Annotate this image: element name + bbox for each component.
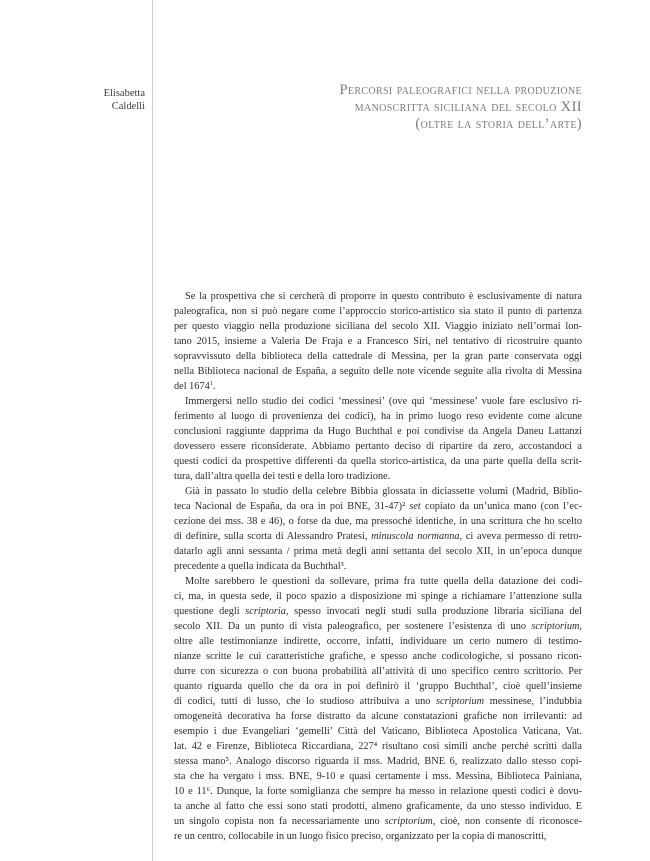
text-line: paleografica, non si può negare come l’approccio storico-artistico sia stato il punto di partenza [174,306,582,317]
text-line: Già in passato lo studio della celebre Bibbia glossata in diciassette volumi (Madrid, Biblio- [185,486,582,497]
article-title [339,82,582,133]
text-line: conclusioni raggiunte dapprima da Hugo Buchthal e poi condivise da Angela Daneu Lattanzi [174,426,582,437]
text-line: precedente a quella indicata da Buchthal³. [174,561,347,572]
footnote-marker: 1 [209,381,213,387]
text-line: questi codici da prospettive differenti da quella storico-artistica, da una parte quella della scrit- [174,456,582,467]
text-line: nella Biblioteca nacional de España, a seguito delle note vicende seguite alla rivolta di Messina [174,366,582,377]
text-line: lat. 42 e Firenze, Biblioteca Riccardiana, 227⁴ risultano così simili anche perché scritti dalla [174,741,582,752]
text-line: teca Nacional de España, da ora in poi BNE, 31-47)² set copiato da un’unica mano (con l’ec- [174,501,583,512]
text-line: questione degli scriptoria, spesso invocati negli studi sulla produzione libraria siciliana del [174,606,582,617]
author-last-name: Caldelli [111,101,145,112]
text-line: sta che ha vergato i mss. BNE, 9-10 e quasi certamente i mss. Messina, Biblioteca Painiana, [174,771,582,782]
author-first-name: Elisabetta [103,88,145,99]
text-line: tano 2015, insieme a Valeria De Fraja e a Francesco Siri, nel tentativo di ricostruire quanto [174,336,582,347]
text-line: Immergersi nello studio dei codici ‘messinesi’ (ove qui ‘messinese’ vuole fare esclusivo ri- [185,396,582,407]
text-line: oltre alle testimonianze indirette, occorre, infatti, individuare un certo numero di testimo- [174,636,582,647]
text-line: del 1674$^1$. [174,381,216,392]
text-line: omogeneità decorativa ha forse distratto da alcune constatazioni grafiche non irrilevanti: ad [174,711,582,722]
text-line: quanto riguarda quello che da ora in poi definirò il ‘gruppo Buchthal’, cioè quell’insieme [174,681,582,692]
author-name [104,87,145,113]
text-line: Se la prospettiva che si cercherà di proporre in questo contributo è esclusivamente di natura [185,291,582,302]
text-line: nianze scritte le cui caratteristiche grafiche, e spesso anche codicologiche, si possano ricon- [174,651,582,662]
text-line: sopravvissuto della biblioteca della cattedrale di Messina, per la gran parte conservata oggi [174,351,582,362]
text-line: di codici, tutti di lusso, che lo studioso attribuiva a uno scriptorium messinese, l’indubbia [174,696,582,707]
text-line: 10 e 11⁶. Dunque, la forte somiglianza che sempre ha messo in relazione questi codici è dovu- [174,786,582,797]
text-line: re un centro, collocabile in un luogo fisico preciso, organizzato per la copia di manoscritti, [174,831,547,842]
article-body [174,289,582,844]
text-line: esempio i due Evangeliari ‘gemelli’ Città del Vaticano, Biblioteca Apostolica Vaticana, Vat. [174,726,582,737]
text-line: un singolo copista non fa necessariamente uno scriptorium, cioè, non consente di riconosce- [174,816,582,827]
text-line: ci, ma, in questa sede, il poco spazio a disposizione mi spinge a richiamare l’attenzione sulla [174,591,582,602]
text-line: ferimento al luogo di provenienza dei codici), ha in primo luogo reso evidente come alcune [174,411,582,422]
text-line: tura, dall’altra quella dei testi e della loro tradizione. [174,471,391,482]
text-line: secolo XII. Da un punto di vista paleografico, per sostenere l’esistenza di uno scriptorium, [174,621,582,632]
title-line: Percorsi paleografici nella produzione [339,82,582,98]
text-line: dovessero essere riconsiderate. Abbiamo pertanto deciso di ripartire da zero, accostandoci a [174,441,582,452]
title-line: manoscritta siciliana del secolo XII [354,99,582,115]
title-line: (oltre la storia dell’arte) [415,116,582,132]
text-line: ta anche al fatto che essi sono stati prodotti, almeno graficamente, da uno stesso individuo. E [174,801,582,812]
text-line: stessa mano⁵. Analogo discorso riguarda il mss. Madrid, BNE 6, realizzato dallo stesso copi- [174,756,582,767]
paragraph [174,289,582,394]
paragraph [174,574,582,844]
text-line: per questo viaggio nella produzione siciliana del secolo XII. Viaggio iniziato nell’ormai lon- [174,321,582,332]
text-line: durre con sicurezza o con buona probabilità all’attività di uno specifico centro scrittorio. Per [174,666,582,677]
text-line: Molte sarebbero le questioni da sollevare, prima fra tutte quella della datazione dei codi- [185,576,582,587]
paragraph [174,484,582,574]
paragraph [174,394,582,484]
text-line: di definire, sulla scorta di Alessandro Pratesi, minuscola normanna, ci aveva permesso di retro- [174,531,582,542]
text-line: datarlo agli anni sessanta / prima metà degli anni settanta del secolo XII, in un’epoca dunque [174,546,582,557]
text-line: cezione dei mss. 38 e 46), o forse da due, ma pressoché identiche, in una scrittura che ho scelto [174,516,582,527]
margin-rule [152,0,153,861]
